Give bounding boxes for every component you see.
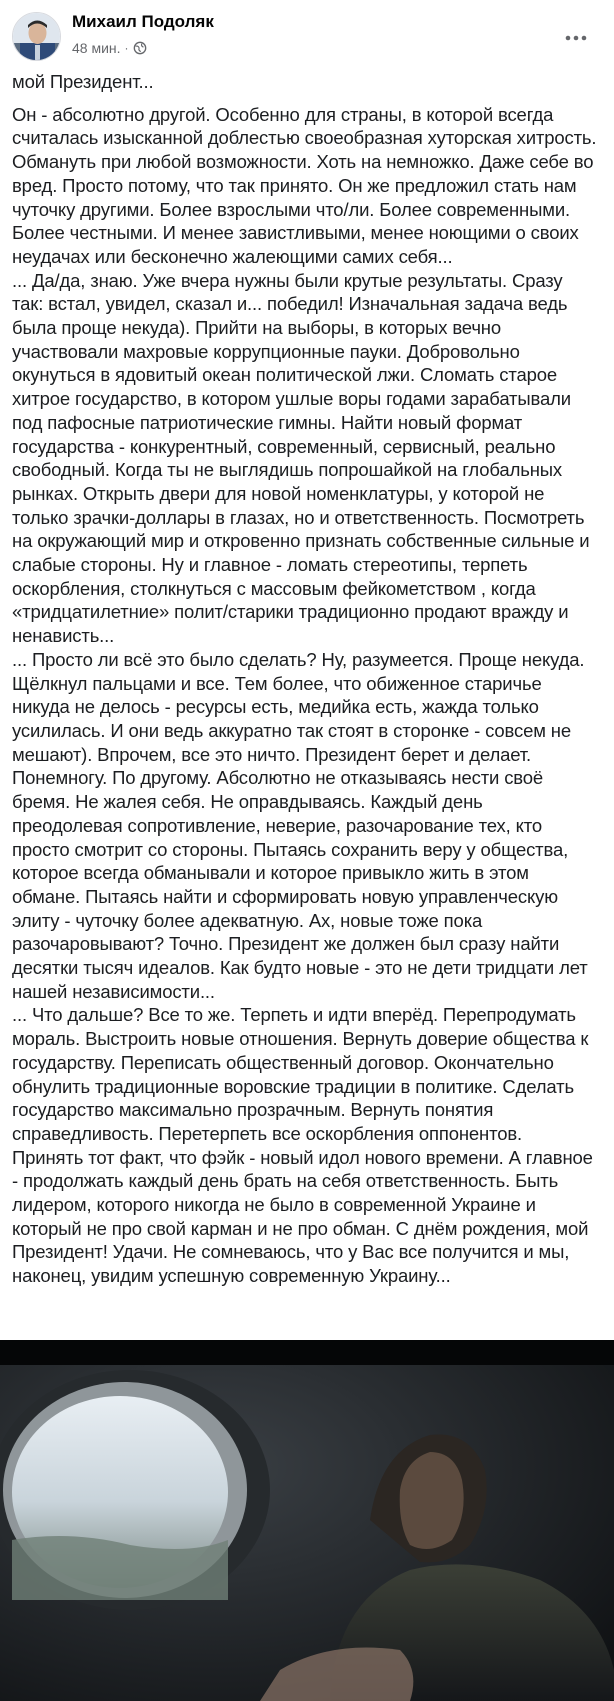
post-options-button[interactable] (558, 20, 594, 56)
post-timestamp[interactable]: 48 мин. (72, 40, 121, 56)
post-text (12, 70, 597, 1288)
post-paragraph: ... Просто ли всё это было сделать? Ну, разумеется. Проще некуда. Щёлкнул пальцами и все. Тем более, что обиженное старичье никуда не делось - ресурсы есть, медийка есть, жажда только усилилась. И они ведь аккуратно так стоят в сторонке - совсем не мешают). Впрочем, все это ничто. Президент берет и делает. Понемногу. По другому. Абсолютно не отказываясь нести своё бремя. Не жалея себя. Не оправдываясь. Каждый день преодолевая сопротивление, неверие, разочарование тех, кто просто смотрит со стороны. Пытаясь сохранить веру у общества, которое всегда обманывали и которое привыкло жить в этом обмане. Пытаясь найти и сформировать новую управленческую элиту - чуточку более адекватную. Ах, новые тоже пока разочаровывают? Точно. Президент же должен был сразу найти десятки тысяч идеалов. Как будто новые - это не дети тридцати лет нашей независимости... (12, 648, 588, 1002)
post-meta (72, 40, 147, 56)
post-header (12, 12, 602, 64)
globe-icon[interactable] (133, 41, 147, 55)
more-horizontal-icon (564, 35, 588, 41)
post-paragraph: мой Президент... (12, 71, 154, 92)
airplane-window-photo (0, 1340, 614, 1701)
post-paragraph: ... Что дальше? Все то же. Терпеть и идти вперёд. Перепродумать мораль. Выстроить новые отношения. Вернуть доверие общества к государству. Переписать общественный договор. Окончательно обнулить традиционные воровские традиции в политике. Сделать государство максимально прозрачным. Вернуть понятия справедливость. Перетерпеть все оскорбления оппонентов. Принять тот факт, что фэйк - новый идол нового времени. А главное - продолжать каждый день брать на себя ответственность. Быть лидером, которого никогда не было в современной Украине и который не про свой карман и не про обман. С днём рождения, мой Президент! Удачи. Не сомневаюсь, что у Вас все получится и мы, наконец, увидим успешную современную Украину... (12, 1004, 593, 1287)
meta-separator: · (124, 41, 129, 55)
post-photo[interactable] (0, 1340, 614, 1701)
avatar-image (13, 13, 61, 61)
post-paragraph: ... Да/да, знаю. Уже вчера нужны были крутые результаты. Сразу так: встал, увидел, сказал и... победил! Изначальная задача ведь была проще некуда). Прийти на выборы, в которых вечно участвовали махровые коррупционные пауки. Добровольно окунуться в ядовитый океан политической лжи. Сломать старое хитрое государство, в котором ушлые воры годами зарабатывали под пафосные патриотические гимны. Найти новый формат государства - конкурентный, современный, сервисный, реально свободный. Когда ты не выглядишь попрошайкой на глобальных рынках. Открыть двери для новой номенклатуры, у которой не только зрачки-доллары в глазах, но и ответственность. Посмотреть на окружающий мир и откровенно признать собственные сильные и слабые стороны. Ну и главное - ломать стереотипы, терпеть оскорбления, столкнуться с массовым фейкометством , когда «тридцатилетние» полит/старики традиционно продают вражду и ненависть... (12, 269, 590, 647)
author-avatar[interactable] (12, 12, 61, 61)
post-paragraph: Он - абсолютно другой. Особенно для страны, в которой всегда считалась изысканной доблестью своеобразная хуторская хитрость. Обмануть при любой возможности. Хоть на немножко. Даже себе во вред. Просто потому, что так принято. Он же предложил стать нам чуточку другими. Более взрослыми что/ли. Более современными. Более честными. И менее завистливыми, менее ноющими о своих неудачах или бесконечно жалеющими самих себя... (12, 103, 597, 267)
author-name[interactable]: Михаил Подоляк (72, 12, 214, 31)
